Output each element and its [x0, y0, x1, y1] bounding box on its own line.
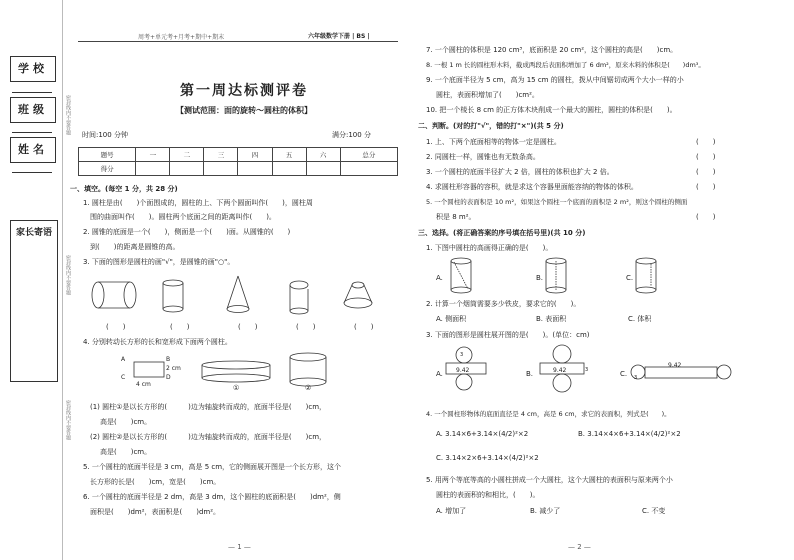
net-b-length: 9.42 — [553, 367, 567, 374]
seal-note-3: 密封线内不要答题 — [65, 400, 71, 440]
grade-tag: 六年级数学下册 | BS | — [308, 33, 370, 40]
q5-line-a: 5. 一个圆柱的底面半径是 3 cm，高是 5 cm，它的侧面展开图是一个长方形，这个 — [83, 463, 342, 471]
choice-5-line-a: 5. 用两个等底等高的小圆柱拼成一个大圆柱，这个大圆柱的表面积与原来两个小 — [426, 476, 673, 484]
q2-line-a: 2. 圆锥的底面是一个( )，侧面是一个( )面。从圆锥的( ) — [83, 228, 291, 236]
binding-sidebar — [0, 0, 63, 560]
class-label: 班级 — [10, 97, 56, 123]
page-2 — [418, 0, 788, 560]
choice-3-nets — [444, 344, 744, 394]
cylinder-1-bottom — [202, 374, 270, 382]
q7: 7. 一个圆柱的体积是 120 cm³，底面积是 20 cm²，这个圆柱的高是( )cm。 — [426, 46, 678, 54]
q4-2-line-a: (2) 圆柱②是以长方形的( )边为轴旋转而成的，底面半径是( )cm， — [90, 433, 327, 441]
q1-line-b: 围的曲面叫作( )。圆柱两个底面之间的距离叫作( )。 — [90, 213, 276, 221]
judge-5-line-a: 5. 一个圆柱的表面积是 10 m²，如果这个圆柱一个底面的面积是 2 m²，则这个圆柱的侧面 — [426, 198, 688, 206]
q6-line-b: 面积是( )dm²，表面积是( )dm²。 — [90, 508, 221, 516]
judge-1: 1. 上、下两个底面相等的物体一定是圆柱。 — [426, 138, 561, 146]
cylinder-2-label: ② — [305, 384, 312, 392]
name-label: 姓名 — [10, 137, 56, 163]
cylinder-1-top — [202, 361, 270, 369]
q3-blank[interactable]: ( ) — [170, 323, 190, 331]
score-cell: 二 — [170, 148, 204, 162]
q1-line-a: 1. 圆柱是由( )个面围成的，圆柱的上、下两个圆面叫作( )，圆柱周 — [83, 199, 313, 207]
cylinder-1-label: ① — [233, 384, 240, 392]
seal-note-2: 密封线内不要答题 — [65, 255, 71, 295]
class-line — [12, 132, 52, 133]
cone-icon — [227, 276, 249, 313]
section-3-heading: 三、选择。(将正确答案的序号填在括号里)(共 10 分) — [418, 229, 586, 237]
choice-1-option-c[interactable]: C. — [626, 274, 634, 282]
choice-1: 1. 下图中圆柱的高画得正确的是( )。 — [426, 244, 553, 252]
q5-line-b: 长方形的长是( )cm，宽是( )cm。 — [90, 478, 221, 486]
rect-label-c: C — [121, 374, 126, 381]
judge-blank[interactable]: ( ) — [696, 153, 716, 161]
test-scope: 【测试范围：面的旋转～圆柱的体积】 — [176, 105, 312, 115]
q8: 8. 一根 1 m 长的圆柱形木料，截成两段后表面积增加了 6 dm²，原来木料的体积是( )dm³。 — [426, 61, 705, 69]
choice-2: 2. 计算一个烟筒需要多少铁皮，要求它的( )。 — [426, 300, 581, 308]
choice-3-option-a[interactable]: A. — [436, 370, 443, 378]
rect-width: 2 cm — [166, 365, 181, 372]
q3-blank[interactable]: ( ) — [354, 323, 374, 331]
q6-line-a: 6. 一个圆柱的底面半径是 2 dm，高是 3 dm，这个圆柱的底面积是( )dm²，侧 — [83, 493, 341, 501]
net-b-side: 3 — [585, 367, 589, 373]
truncated-cone-icon — [344, 282, 372, 308]
cylinder-b-icon — [546, 258, 566, 293]
judge-2: 2. 同圆柱一样，圆锥也有无数条高。 — [426, 153, 540, 161]
score-table-header-row — [79, 148, 398, 162]
score-cell: 总分 — [340, 148, 397, 162]
cylinder-2-top — [290, 353, 326, 361]
score-cell: 四 — [238, 148, 272, 162]
q9-line-a: 9. 一个底面半径为 5 cm，高为 15 cm 的圆柱，拨从中间锯切成两个大小一样的小 — [426, 76, 684, 84]
school-label: 学校 — [10, 56, 56, 82]
section-1-heading: 一、填空。(每空 1 分，共 28 分) — [70, 185, 178, 193]
choice-3-option-c[interactable]: C. — [620, 370, 628, 378]
page-number: — 2 — — [568, 543, 591, 551]
choice-1-cylinders — [446, 256, 666, 296]
judge-blank[interactable]: ( ) — [696, 183, 716, 191]
score-cell: 题号 — [79, 148, 136, 162]
cylinder-a-icon — [451, 258, 471, 293]
judge-3: 3. 一个圆柱的底面半径扩大 2 倍，圆柱的体积也扩大 2 倍。 — [426, 168, 614, 176]
q2-line-b: 到( )的距离是圆锥的高。 — [90, 243, 180, 251]
header-rule — [78, 41, 398, 42]
score-cell: 得分 — [79, 162, 136, 176]
cylinder-upright-icon — [163, 280, 183, 312]
section-2-heading: 二、判断。(对的打"√"，错的打"×")(共 5 分) — [418, 122, 564, 130]
choice-3: 3. 下面的图形是圆柱展开图的是( )。(单位：cm) — [426, 331, 590, 339]
q4-prompt: 4. 分别转动长方形的长和宽形成下面两个圆柱。 — [83, 338, 232, 346]
score-table-score-row — [79, 162, 398, 176]
q4-2-line-b: 高是( )cm。 — [100, 448, 152, 456]
net-a-length: 9.42 — [456, 367, 470, 374]
choice-4-option-c[interactable]: C. 3.14×2×6+3.14×(4/2)²×2 — [436, 454, 539, 462]
choice-3-option-b[interactable]: B. — [526, 370, 534, 378]
parent-comment-box — [10, 220, 58, 382]
q4-1-line-a: (1) 圆柱①是以长方形的( )边为轴旋转而成的，底面半径是( )cm， — [90, 403, 327, 411]
rect-label-b: B — [166, 356, 171, 363]
name-line — [12, 172, 52, 173]
q9-line-b: 圆柱，表面积增加了( )cm²。 — [436, 91, 539, 99]
q3-prompt: 3. 下面的图形是圆柱的画"√"，是圆锥的画"○"。 — [83, 258, 235, 266]
choice-4-option-a[interactable]: A. 3.14×6+3.14×(4/2)²×2 — [436, 430, 529, 438]
judge-blank[interactable]: ( ) — [696, 138, 716, 146]
choice-5-option-c[interactable]: C. 不变 — [642, 507, 666, 515]
score-cell: 三 — [204, 148, 238, 162]
full-score: 满分:100 分 — [332, 131, 371, 139]
parent-comment-label: 家长寄语 — [15, 228, 52, 238]
choice-5-option-a[interactable]: A. 增加了 — [436, 507, 467, 515]
net-c-length: 9.42 — [668, 362, 682, 369]
choice-2-option-c[interactable]: C. 体积 — [628, 315, 652, 323]
judge-5-line-b: 积是 8 m²。 — [436, 213, 476, 221]
cylinder-horizontal-icon — [92, 282, 136, 308]
score-cell: 五 — [272, 148, 306, 162]
cylinder-c-icon — [636, 258, 656, 293]
judge-blank[interactable]: ( ) — [696, 168, 716, 176]
choice-2-option-a[interactable]: A. 侧面积 — [436, 315, 467, 323]
choice-4: 4. 一个圆柱形物体的底面直径是 4 cm，高是 6 cm，求它的表面积，列式是( )。 — [426, 410, 671, 418]
q3-blank[interactable]: ( ) — [296, 323, 316, 331]
choice-1-option-b[interactable]: B. — [536, 274, 544, 282]
q3-shapes — [88, 273, 388, 318]
judge-4: 4. 求圆柱形容器的容积，就是求这个容器里面能容纳的物体的体积。 — [426, 183, 638, 191]
exam-type-tags: 周考+单元考+月考+期中+期末 — [138, 34, 225, 41]
seal-note-1: 密封线内不要答题 — [65, 95, 71, 135]
time-limit: 时间:100 分钟 — [82, 131, 128, 139]
choice-5-line-b: 圆柱的表面积的和相比，( )。 — [436, 491, 540, 499]
choice-1-option-a[interactable]: A. — [436, 274, 443, 282]
page-1 — [70, 0, 410, 560]
page-title: 第一周达标测评卷 — [180, 83, 308, 99]
q10: 10. 把一个棱长 8 cm 的正方体木块削成一个最大的圆柱，圆柱的体积是( )。 — [426, 106, 677, 114]
slanted-cylinder-icon — [290, 281, 308, 314]
q4-rectangle — [134, 362, 164, 377]
rect-label-d: D — [166, 374, 171, 381]
judge-blank[interactable]: ( ) — [696, 213, 716, 221]
score-cell: 六 — [306, 148, 340, 162]
net-a-diameter: 3 — [460, 352, 464, 358]
rect-length: 4 cm — [136, 381, 151, 388]
q4-1-line-b: 高是( )cm。 — [100, 418, 152, 426]
score-cell: 一 — [136, 148, 170, 162]
school-line — [12, 92, 52, 93]
score-table — [78, 147, 398, 176]
net-c-radius: 3 — [634, 375, 638, 381]
choice-2-option-b[interactable]: B. 表面积 — [536, 315, 567, 323]
q3-blank[interactable]: ( ) — [106, 323, 126, 331]
choice-5-option-b[interactable]: B. 减少了 — [530, 507, 561, 515]
choice-4-option-b[interactable]: B. 3.14×4×6+3.14×(4/2)²×2 — [578, 430, 681, 438]
page-number: — 1 — — [228, 543, 251, 551]
q4-figures — [116, 352, 376, 394]
rect-label-a: A — [121, 356, 126, 363]
q3-blank[interactable]: ( ) — [238, 323, 258, 331]
